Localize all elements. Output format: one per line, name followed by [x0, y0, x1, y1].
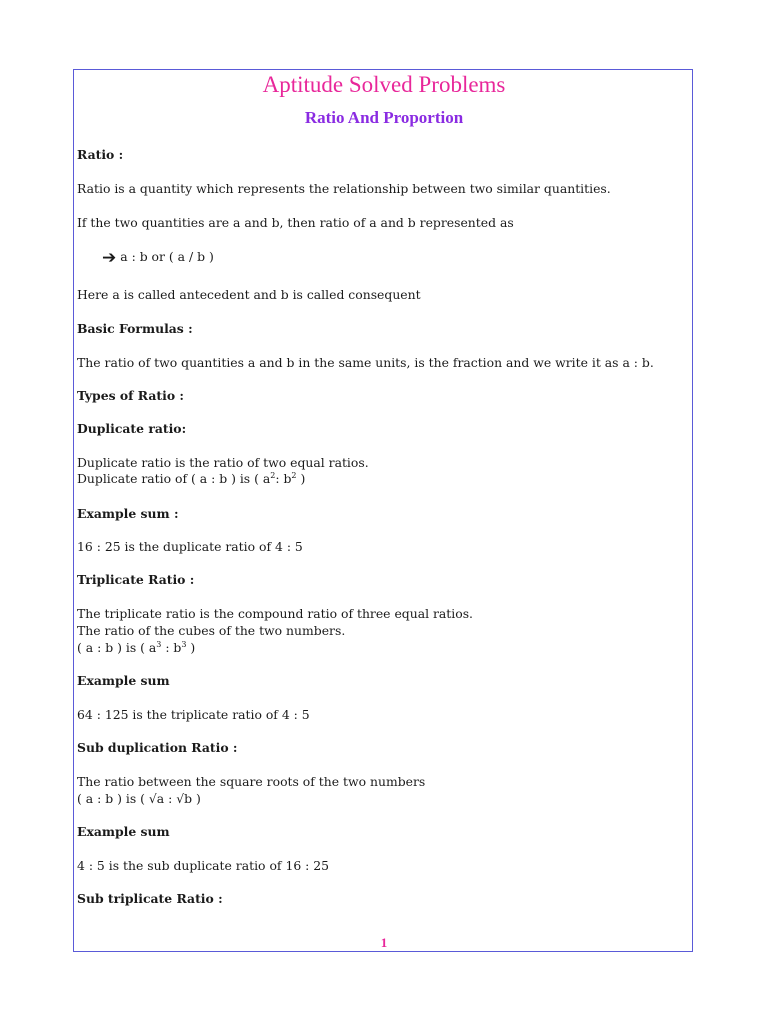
document-subtitle: Ratio And Proportion: [304, 108, 464, 127]
basic-formulas-heading: Basic Formulas :: [77, 321, 193, 336]
ratio-if-text: If the two quantities are a and b, then ratio of a and b represented as: [77, 215, 514, 230]
ratio-form-line: [102, 248, 214, 268]
subduplicate-example: 4 : 5 is the sub duplicate ratio of 16 : 25: [77, 858, 330, 873]
formula-part: ): [296, 471, 306, 486]
triplicate-ratio-line1: The triplicate ratio is the compound ratio of three equal ratios.: [77, 606, 473, 621]
basic-formulas-text: The ratio of two quantities a and b in the same units, is the fraction and we write it as a : b.: [77, 355, 654, 370]
triplicate-example-heading: Example sum: [77, 673, 170, 688]
subduplicate-example-heading: Example sum: [77, 824, 170, 839]
types-of-ratio-heading: Types of Ratio :: [77, 388, 184, 403]
ratio-form: a : b or ( a / b ): [120, 249, 214, 264]
formula-part: ): [186, 640, 196, 655]
exponent: 3: [181, 640, 187, 649]
formula-part: Duplicate ratio of ( a : b ) is ( a: [77, 471, 271, 486]
duplicate-ratio-heading: Duplicate ratio:: [77, 421, 187, 436]
triplicate-example: 64 : 125 is the triplicate ratio of 4 : 5: [77, 707, 310, 722]
triplicate-ratio-heading: Triplicate Ratio :: [77, 572, 195, 587]
duplicate-ratio-formula: [77, 471, 305, 486]
formula-part: : b: [161, 640, 182, 655]
duplicate-example: 16 : 25 is the duplicate ratio of 4 : 5: [77, 539, 303, 554]
subduplicate-ratio-formula: ( a : b ) is ( √a : √b ): [77, 791, 201, 806]
ratio-definition: Ratio is a quantity which represents the relationship between two similar quantities.: [77, 181, 611, 196]
arrow-right-icon: ➔: [102, 248, 117, 268]
duplicate-example-heading: Example sum :: [77, 506, 179, 521]
duplicate-ratio-line1: Duplicate ratio is the ratio of two equal ratios.: [77, 455, 369, 470]
document-title: Aptitude Solved Problems: [262, 72, 506, 97]
ratio-terms: Here a is called antecedent and b is called consequent: [77, 287, 421, 302]
formula-part: ( a : b ) is ( a: [77, 640, 157, 655]
subduplicate-ratio-line1: The ratio between the square roots of the two numbers: [77, 774, 426, 789]
exponent: 3: [156, 640, 162, 649]
subtriplicate-ratio-heading: Sub triplicate Ratio :: [77, 891, 223, 906]
formula-part: : b: [275, 471, 292, 486]
exponent: 2: [291, 471, 297, 480]
triplicate-ratio-line2: The ratio of the cubes of the two numbers.: [77, 623, 346, 638]
subduplicate-ratio-heading: Sub duplication Ratio :: [77, 740, 238, 755]
exponent: 2: [270, 471, 276, 480]
ratio-heading: Ratio :: [77, 147, 124, 162]
triplicate-ratio-formula: [77, 640, 195, 655]
page-number: 1: [380, 935, 388, 950]
